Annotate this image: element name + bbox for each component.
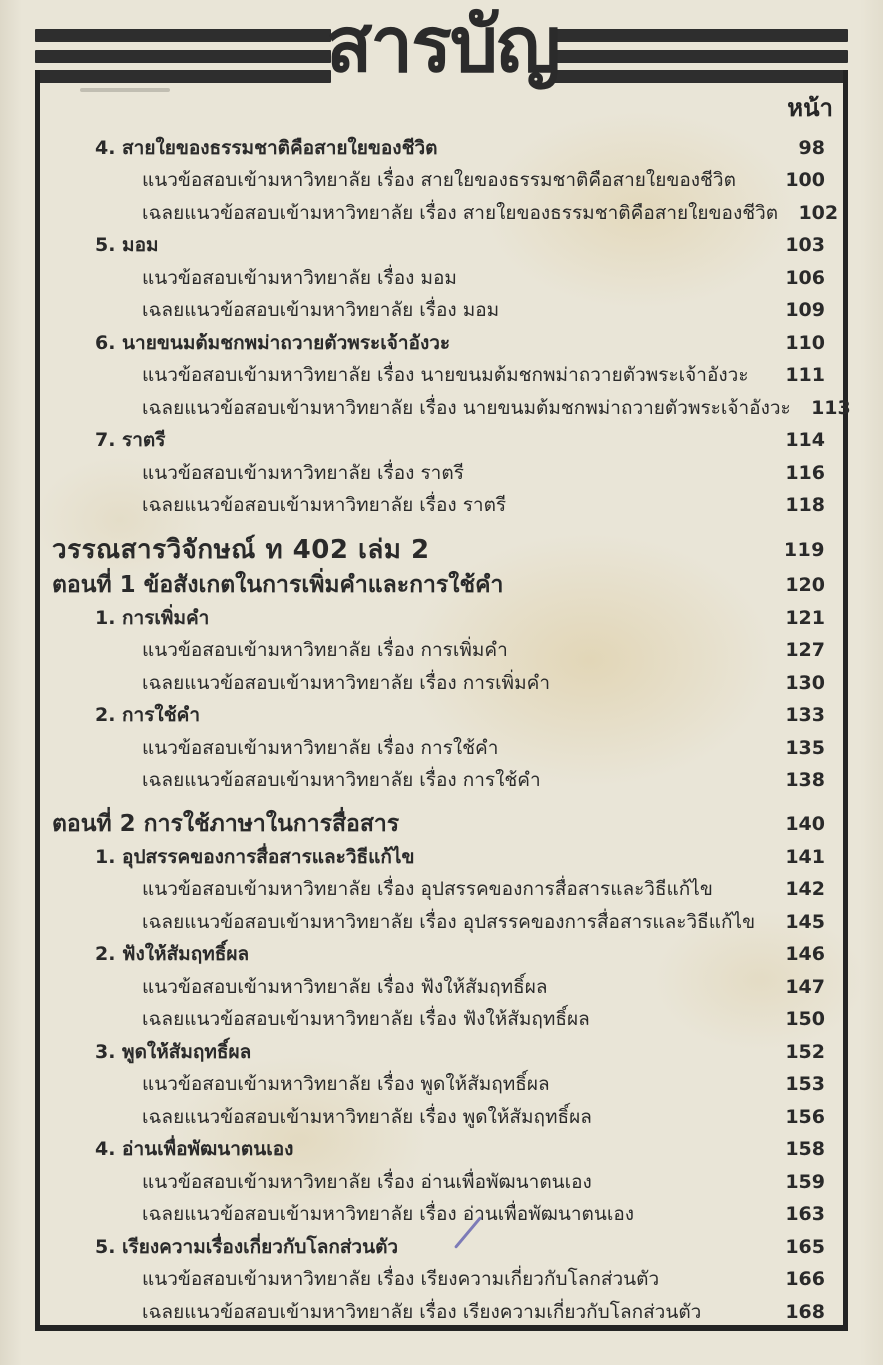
- toc-entry-text: 7. ราตรี: [95, 429, 166, 452]
- toc-entry: [40, 1004, 843, 1037]
- toc-entry: [40, 700, 843, 733]
- toc-entry: [40, 1231, 843, 1264]
- page-column-header: หน้า: [787, 94, 833, 122]
- toc-entry-text: เฉลยแนวข้อสอบเข้ามหาวิทยาลัย เรื่อง อ่านเพื่อพัฒนาตนเอง: [142, 1203, 635, 1226]
- toc-entry-page-number: 111: [785, 364, 825, 387]
- toc-entry-text: เฉลยแนวข้อสอบเข้ามหาวิทยาลัย เรื่อง นายขนมต้มชกพม่าถวายตัวพระเจ้าอังวะ: [142, 396, 791, 419]
- toc-entry-text: เฉลยแนวข้อสอบเข้ามหาวิทยาลัย เรื่อง พูดให้สัมฤทธิ์ผล: [142, 1105, 592, 1128]
- toc-entry-text: แนวข้อสอบเข้ามหาวิทยาลัย เรื่อง นายขนมต้มชกพม่าถวายตัวพระเจ้าอังวะ: [142, 364, 749, 387]
- toc-entry: [40, 1296, 843, 1329]
- toc-entry-text: 1. อุปสรรคของการสื่อสารและวิธีแก้ไข: [95, 845, 415, 868]
- toc-entry-page-number: 166: [785, 1268, 825, 1291]
- toc-entry-text: เฉลยแนวข้อสอบเข้ามหาวิทยาลัย เรื่อง มอม: [142, 299, 500, 322]
- toc-entry-page-number: 153: [785, 1073, 825, 1096]
- toc-entry-text: แนวข้อสอบเข้ามหาวิทยาลัย เรื่อง อุปสรรคของการสื่อสารและวิธีแก้ไข: [142, 878, 713, 901]
- toc-entry: [40, 635, 843, 668]
- toc-entry-text: แนวข้อสอบเข้ามหาวิทยาลัย เรื่อง เรียงความเกี่ยวกับโลกส่วนตัว: [142, 1268, 660, 1291]
- toc-entry-text: เฉลยแนวข้อสอบเข้ามหาวิทยาลัย เรื่อง การใช้คำ: [142, 769, 541, 792]
- toc-entry: [40, 1199, 843, 1232]
- toc-entry: [40, 425, 843, 458]
- header-rule-left-middle: [35, 50, 331, 63]
- toc-entry-page-number: 121: [785, 606, 825, 629]
- toc-entry: [40, 568, 843, 602]
- toc-entry-page-number: 168: [785, 1300, 825, 1323]
- toc-entry-text: วรรณสารวิจักษณ์ ท 402 เล่ม 2: [52, 535, 430, 565]
- scan-smudge: [80, 88, 170, 92]
- toc-entry-text: แนวข้อสอบเข้ามหาวิทยาลัย เรื่อง ฟังให้สัมฤทธิ์ผล: [142, 975, 548, 998]
- toc-entry-text: แนวข้อสอบเข้ามหาวิทยาลัย เรื่อง การใช้คำ: [142, 736, 499, 759]
- page-title: สารบัญ: [326, 0, 559, 89]
- toc-entry-text: 3. พูดให้สัมฤทธิ์ผล: [95, 1040, 252, 1063]
- toc-entry: [40, 262, 843, 295]
- toc-entry-text: เฉลยแนวข้อสอบเข้ามหาวิทยาลัย เรื่อง ราตรี: [142, 494, 507, 517]
- toc-entry: [40, 874, 843, 907]
- toc-entry-text: 4. อ่านเพื่อพัฒนาตนเอง: [95, 1138, 294, 1161]
- toc-entry-page-number: 119: [783, 538, 825, 561]
- toc-entry: [40, 765, 843, 798]
- toc-entry-text: แนวข้อสอบเข้ามหาวิทยาลัย เรื่อง ราตรี: [142, 461, 464, 484]
- toc-entry: [40, 807, 843, 841]
- toc-entry-page-number: 100: [785, 169, 825, 192]
- toc-entry-page-number: 147: [785, 975, 825, 998]
- toc-entry: [40, 602, 843, 635]
- header-rule-right-middle: [553, 50, 848, 63]
- toc-entry-page-number: 103: [785, 234, 825, 257]
- toc-entry: [40, 165, 843, 198]
- toc-entry-text: เฉลยแนวข้อสอบเข้ามหาวิทยาลัย เรื่อง ฟังให้สัมฤทธิ์ผล: [142, 1008, 590, 1031]
- toc-entry-page-number: 140: [785, 812, 825, 835]
- toc-entry-text: เฉลยแนวข้อสอบเข้ามหาวิทยาลัย เรื่อง สายใยของธรรมชาติคือสายใยของชีวิต: [142, 201, 779, 224]
- toc-entry-text: เฉลยแนวข้อสอบเข้ามหาวิทยาลัย เรื่อง อุปสรรคของการสื่อสารและวิธีแก้ไข: [142, 910, 756, 933]
- toc-entry: [40, 327, 843, 360]
- toc-entry: [40, 1166, 843, 1199]
- toc-entry: [40, 906, 843, 939]
- toc-entry-page-number: 98: [798, 136, 825, 159]
- toc-entry-page-number: 110: [785, 331, 825, 354]
- toc-entry-text: แนวข้อสอบเข้ามหาวิทยาลัย เรื่อง มอม: [142, 266, 457, 289]
- toc-entry: [40, 360, 843, 393]
- toc-entry-page-number: 113: [811, 396, 851, 419]
- toc-entry-page-number: 116: [785, 461, 825, 484]
- toc-entry-text: ตอนที่ 2 การใช้ภาษาในการสื่อสาร: [52, 810, 400, 837]
- toc-entry-page-number: 102: [798, 201, 839, 224]
- toc-entry-page-number: 152: [785, 1040, 825, 1063]
- toc-entry-list: [40, 132, 851, 1329]
- toc-entry: [40, 1264, 843, 1297]
- toc-entry: [40, 939, 843, 972]
- toc-entry: [40, 132, 843, 165]
- toc-entry: [40, 532, 843, 568]
- toc-entry-text: 6. นายขนมต้มชกพม่าถวายตัวพระเจ้าอังวะ: [95, 331, 451, 354]
- toc-entry: [40, 667, 843, 700]
- toc-entry-page-number: 150: [785, 1008, 825, 1031]
- toc-entry: [40, 230, 843, 263]
- toc-entry: [40, 1036, 843, 1069]
- toc-entry: [40, 732, 843, 765]
- toc-entry-page-number: 118: [785, 494, 825, 517]
- toc-entry-page-number: 146: [785, 943, 825, 966]
- header-rule-right-top: [553, 29, 848, 42]
- toc-entry: [40, 490, 843, 523]
- toc-entry-page-number: 130: [785, 671, 825, 694]
- toc-entry-text: เฉลยแนวข้อสอบเข้ามหาวิทยาลัย เรื่อง เรียงความเกี่ยวกับโลกส่วนตัว: [142, 1300, 702, 1323]
- toc-entry-text: 5. เรียงความเรื่องเกี่ยวกับโลกส่วนตัว: [95, 1235, 399, 1258]
- toc-entry-text: 5. มอม: [95, 234, 159, 257]
- toc-entry-page-number: 165: [785, 1235, 825, 1258]
- toc-entry: [40, 295, 843, 328]
- toc-entry-text: เฉลยแนวข้อสอบเข้ามหาวิทยาลัย เรื่อง การเพิ่มคำ: [142, 671, 550, 694]
- toc-entry-page-number: 106: [785, 266, 825, 289]
- header-rule-left-top: [35, 29, 331, 42]
- toc-entry-text: แนวข้อสอบเข้ามหาวิทยาลัย เรื่อง อ่านเพื่อพัฒนาตนเอง: [142, 1170, 592, 1193]
- toc-entry: [40, 1069, 843, 1102]
- toc-entry-page-number: 159: [785, 1170, 825, 1193]
- toc-entry-page-number: 133: [785, 704, 825, 727]
- toc-entry: [40, 841, 843, 874]
- toc-entry-text: 2. ฟังให้สัมฤทธิ์ผล: [95, 943, 250, 966]
- toc-entry-page-number: 127: [785, 639, 825, 662]
- toc-entry-page-number: 141: [785, 845, 825, 868]
- toc-entry-page-number: 138: [785, 769, 825, 792]
- toc-entry-text: 1. การเพิ่มคำ: [95, 606, 210, 629]
- toc-entry-text: 2. การใช้คำ: [95, 704, 200, 727]
- toc-entry-page-number: 163: [785, 1203, 825, 1226]
- toc-entry-page-number: 158: [785, 1138, 825, 1161]
- toc-frame: [35, 70, 851, 1331]
- toc-entry: [40, 392, 851, 425]
- toc-entry-page-number: 120: [785, 573, 825, 596]
- toc-entry-text: แนวข้อสอบเข้ามหาวิทยาลัย เรื่อง สายใยของธรรมชาติคือสายใยของชีวิต: [142, 169, 736, 192]
- toc-entry: [40, 197, 843, 230]
- toc-entry: [40, 1101, 843, 1134]
- toc-entry: [40, 1134, 843, 1167]
- toc-entry-text: ตอนที่ 1 ข้อสังเกตในการเพิ่มคำและการใช้คำ: [52, 571, 504, 598]
- toc-entry-text: แนวข้อสอบเข้ามหาวิทยาลัย เรื่อง พูดให้สัมฤทธิ์ผล: [142, 1073, 550, 1096]
- toc-entry-page-number: 135: [785, 736, 825, 759]
- toc-entry-page-number: 109: [785, 299, 825, 322]
- toc-entry-page-number: 145: [785, 910, 825, 933]
- toc-entry-page-number: 156: [785, 1105, 825, 1128]
- toc-entry: [40, 457, 843, 490]
- toc-entry-page-number: 142: [785, 878, 825, 901]
- toc-entry: [40, 971, 843, 1004]
- toc-entry-text: 4. สายใยของธรรมชาติคือสายใยของชีวิต: [95, 136, 438, 159]
- toc-entry-text: แนวข้อสอบเข้ามหาวิทยาลัย เรื่อง การเพิ่มคำ: [142, 639, 508, 662]
- toc-entry-page-number: 114: [785, 429, 825, 452]
